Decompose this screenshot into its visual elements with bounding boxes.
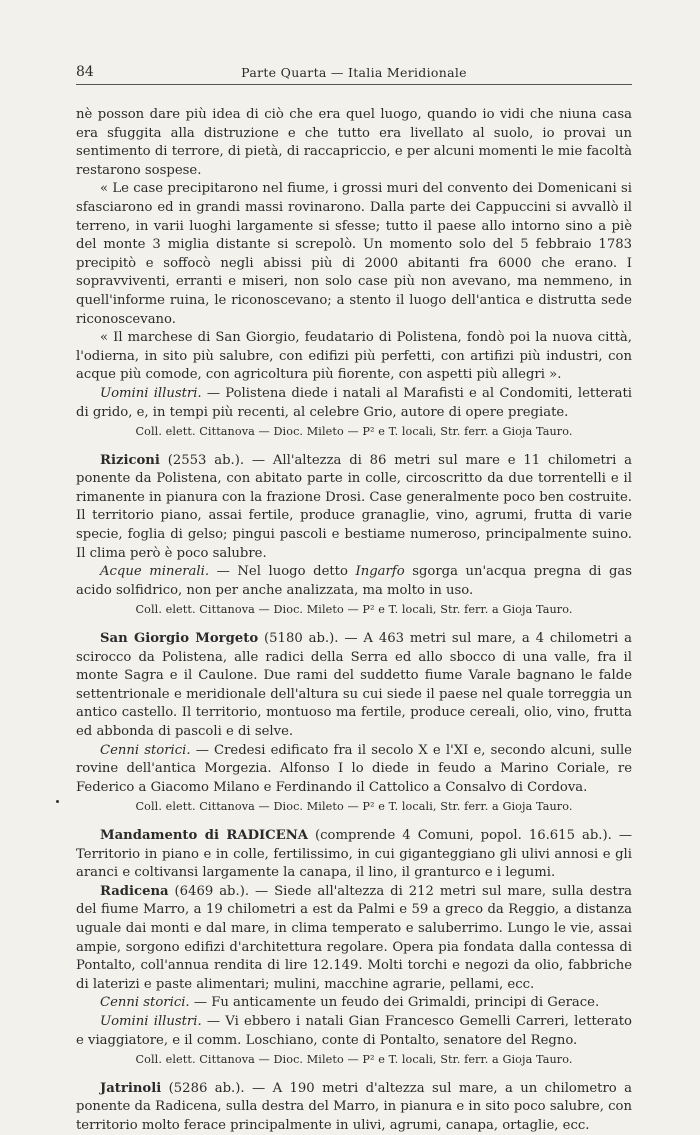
subheading: Uomini illustri. (100, 385, 202, 401)
entry-name: Radicena (100, 883, 169, 899)
entry-name: RADICENA (226, 827, 309, 843)
collegio-note: Coll. elett. Cittanova — Dioc. Mileto — P² e T. locali, Str. ferr. a Gioja Tauro. (135, 800, 573, 814)
body-text (76, 106, 632, 1135)
paragraph-text: — Polistena diede i natali al Marafisti e al Condomiti, letterati di grido, e, in tempi più recenti, al celebre Grio, autore di opere pregiate. (76, 385, 633, 420)
entry-text: (6469 ab.). — Siede all'altezza di 212 metri sul mare, sulla destra del fiume Marro, a 19 chilometri a est da Palmi e 59 a greco da Reggio, a distanza uguale dai monti e dal mare, in clima temperato e saluberrimo. Lungo le vie, assai ampie, sorgono edifizi d'architettura regolare. Opera pia fondata dalla contessa di Pontalto, coll'annua rendita di lire 12.149. Molti torchi e negozi da olio, fabbriche di laterizi e paste alimentari; mulini, macchine agrarie, pellami, ecc. (76, 883, 632, 992)
entry-text: (2553 ab.). — All'altezza di 86 metri sul mare e 11 chilometri a ponente da Polistena, con abitato parte in colle, circoscritto da due torrentelli e il rimanente in pianura con la frazione Drosi. Case generalmente poco ben costruite. Il territorio piano, assai fertile, produce granaglie, vino, agrumi, frutta di varie specie, foglia di gelso; pingui pascoli e bestiame numeroso, principalmente suino. Il clima però è poco salubre. (76, 452, 632, 561)
subheading: Uomini illustri. (100, 1013, 202, 1029)
paragraph-acque-minerali (76, 563, 632, 600)
margin-mark (56, 800, 59, 803)
subheading: Cenni storici. (100, 995, 190, 1011)
paragraph-quote-marchese: « Il marchese di San Giorgio, feudatario di Polistena, fondò poi la nuova città, l'odierna, in sito più salubre, con edifizi più perfetti, con artifizi più industri, con acque più comode, con agricoltura più fiorente, con aspetti più allegri ». (76, 330, 632, 383)
paragraph-cenni-storici (76, 994, 632, 1013)
entry-name: Jatrinoli (100, 1080, 162, 1096)
paragraph-uomini-illustri (76, 385, 632, 422)
paragraph-text: — Fu anticamente un feudo dei Grimaldi, principi di Gerace. (189, 995, 600, 1011)
paragraph-uomini-illustri (76, 1013, 632, 1050)
paragraph-cenni-storici (76, 742, 632, 798)
paragraph-continuation: nè posson dare più idea di ciò che era quel luogo, quando io vidi che niuna casa era sfuggita alla distruzione e che tutto era livellato al suolo, io provai un sentimento di terrore, di pietà, di raccapriccio, e per alcuni momenti le mie facoltà restarono sospese. (76, 107, 632, 178)
entry-text: (5180 ab.). — A 463 metri sul mare, a 4 chilometri a scirocco da Polistena, alle radici della Serra ed allo sbocco di una valle, fra il monte Sagra e il Caulone. Due rami del suddetto fiume Varale bagnano le falde settentrionale e meridionale dell'altura su cui siede il paese nel quale torreggia un antico castello. Il territorio, montuoso ma fertile, produce cereali, olio, vino, frutta ed abbonda di pascoli e di selve. (76, 631, 632, 739)
entry-name: San Giorgio Morgeto (100, 631, 259, 647)
subheading: Acque minerali. (100, 564, 210, 580)
page-header (76, 62, 632, 85)
entry-radicena (76, 883, 632, 995)
paragraph-text: — Credesi edificato fra il secolo X e l'XI e, secondo alcuni, sulle rovine dell'antica Morgezia. Alfonso I lo diede in feudo a Marino Coriale, re Federico a Giacomo Milano e Ferdinando il Cattolico a Consalvo di Cordova. (76, 742, 632, 795)
subheading: Cenni storici. (100, 742, 191, 758)
entry-mandamento-radicena (76, 827, 632, 883)
paragraph-quote-case: « Le case precipitarono nel fiume, i grossi muri del convento dei Domenicani si sfasciarono ed in grandi massi rovinarono. Dalla parte dei Cappuccini si avvallò il terreno, in varii luoghi largamente si sfesse; tutto il paese allo intorno sino a piè del monte 3 miglia distante si screpolò. Un momento solo del 5 febbraio 1783 precipitò e soffocò negli abissi più di 2000 abitanti fra 6000 che erano. I sopravviventi, erranti e miseri, non solo case più non avevano, ma nemmeno, in quell'informe ruina, le riconoscevano; a stento il luogo dell'antica e distrutta sede riconoscevano. (76, 181, 632, 327)
page-number: 84 (76, 64, 94, 80)
paragraph-text: — Vi ebbero i natali Gian Francesco Gemelli Carreri, letterato e viaggiatore, e il comm. Loschiano, conte di Pontalto, senatore del Regno. (76, 1013, 633, 1048)
entry-name: Riziconi (100, 452, 160, 468)
paragraph-text: sgorga un'acqua pregna di gas acido solfidrico, non per anche analizzata, ma molto in uso. (76, 564, 633, 598)
collegio-note: Coll. elett. Cittanova — Dioc. Mileto — P² e T. locali, Str. ferr. a Gioja Tauro. (135, 603, 573, 617)
entry-text: (comprende 4 Comuni, popol. 16.615 ab.). — Territorio in piano e in colle, fertilissimo, in cui giganteggiano gli ulivi annosi e gli aranci e coltivansi largamente la canapa, il lino, il granturco e i legumi. (76, 827, 633, 881)
entry-jatrinoli (76, 1080, 632, 1135)
collegio-note: Coll. elett. Cittanova — Dioc. Mileto — P² e T. locali, Str. ferr. a Gioja Tauro. (135, 1053, 573, 1067)
entry-riziconi (76, 452, 632, 564)
place-name: Ingarfo (355, 564, 405, 580)
entry-text: (5286 ab.). — A 190 metri d'altezza sul mare, a un chilometro a ponente da Radicena, sulla destra del Marro, in pianura e in sito poco salubre, con territorio molto ferace principalmente in ulivi, agrumi, canapa, ortaglie, ecc. (76, 1080, 632, 1133)
paragraph-text: — Nel luogo detto (209, 564, 356, 580)
entry-san-giorgio-morgeto (76, 630, 632, 742)
running-title: Parte Quarta — Italia Meridionale (241, 65, 467, 80)
collegio-note: Coll. elett. Cittanova — Dioc. Mileto — P² e T. locali, Str. ferr. a Gioja Tauro. (135, 425, 573, 439)
entry-prefix: Mandamento di (100, 827, 227, 843)
